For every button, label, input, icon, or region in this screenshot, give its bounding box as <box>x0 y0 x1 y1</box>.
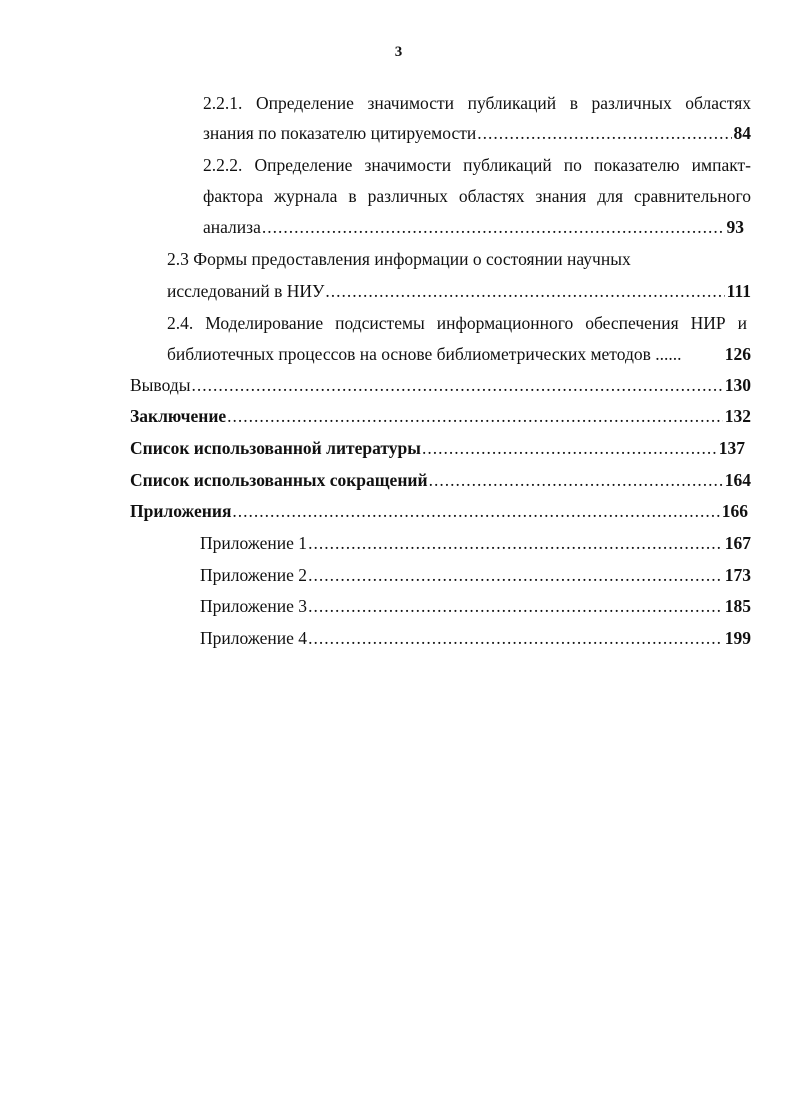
toc-entry-appendix-4 <box>200 628 751 648</box>
toc-page-number: 199 <box>724 628 751 648</box>
dot-leader <box>308 533 723 553</box>
toc-entry-2-4-line1: 2.4. Моделирование подсистемы информационного обеспечения НИР и <box>167 313 747 333</box>
toc-entry-final <box>130 406 751 426</box>
toc-entry-references <box>130 438 745 458</box>
toc-entry-title: Заключение <box>130 406 227 426</box>
toc-page-number: 84 <box>733 123 751 143</box>
toc-page-number: 126 <box>724 344 751 364</box>
toc-entry-2-2-2-line2: фактора журнала в различных областях знания для сравнительного <box>203 186 751 206</box>
toc-entry-title: библиотечных процессов на основе библиометрических методов ...... <box>167 344 682 364</box>
toc-entry-title: исследований в НИУ <box>167 281 325 301</box>
dot-leader <box>422 438 717 458</box>
toc-entry-2-3 <box>167 281 751 301</box>
toc-entry-2-2-2-line1: 2.2.2. Определение значимости публикаций по показателю импакт- <box>203 155 751 175</box>
dot-leader <box>308 628 723 648</box>
dot-leader <box>308 565 723 585</box>
toc-entry-2-4 <box>167 344 751 364</box>
toc-page-number: 166 <box>721 501 748 521</box>
toc-entry-appendices <box>130 501 748 521</box>
dot-leader <box>308 596 723 616</box>
toc-entry-title: Приложение 1 <box>200 533 308 553</box>
dot-leader <box>429 470 723 490</box>
dot-leader <box>262 217 725 237</box>
toc-entry-title: Приложение 2 <box>200 565 308 585</box>
dot-leader <box>477 123 731 143</box>
toc-page-number: 111 <box>726 281 751 301</box>
toc-entry-title: Приложения <box>130 501 232 521</box>
toc-entry-title: знания по показателю цитируемости <box>203 123 477 143</box>
toc-entry-title: Список использованных сокращений <box>130 470 428 490</box>
toc-entry-2-2-1 <box>203 123 751 143</box>
toc-page-number: 185 <box>724 596 751 616</box>
toc-entry-abbreviations <box>130 470 751 490</box>
toc-page-number: 130 <box>724 375 751 395</box>
dot-leader <box>325 281 724 301</box>
toc-entry-title: Список использованной литературы <box>130 438 421 458</box>
toc-entry-title: Приложение 4 <box>200 628 308 648</box>
toc-entry-conclusions <box>130 375 751 395</box>
toc-entry-2-2-1-line1: 2.2.1. Определение значимости публикаций в различных областях <box>203 93 751 113</box>
toc-entry-title: Выводы <box>130 375 191 395</box>
toc-page-number: 132 <box>724 406 751 426</box>
toc-entry-title: Приложение 3 <box>200 596 308 616</box>
toc-entry-2-3-line1: 2.3 Формы предоставления информации о состоянии научных <box>167 249 631 269</box>
toc-page-number: 173 <box>724 565 751 585</box>
toc-entry-appendix-3 <box>200 596 751 616</box>
dot-leader <box>191 375 722 395</box>
toc-entry-2-2-2 <box>203 217 744 237</box>
toc-entry-title: анализа <box>203 217 261 237</box>
toc-page-number: 164 <box>724 470 751 490</box>
toc-entry-appendix-1 <box>200 533 751 553</box>
toc-entry-appendix-2 <box>200 565 751 585</box>
page-number: 3 <box>394 44 403 60</box>
dot-leader <box>227 406 723 426</box>
toc-page-number: 167 <box>724 533 751 553</box>
dot-leader <box>232 501 719 521</box>
toc-page-number: 93 <box>726 217 744 237</box>
toc-page-number: 137 <box>718 438 745 458</box>
